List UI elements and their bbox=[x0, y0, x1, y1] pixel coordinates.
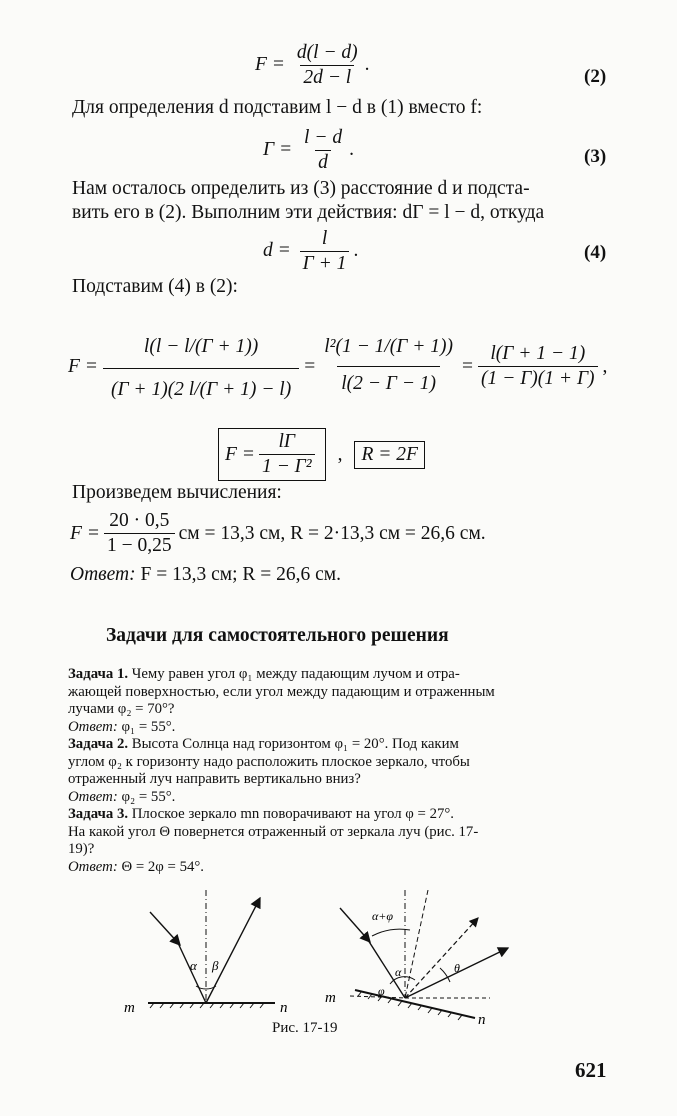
eq3-denominator: d bbox=[315, 150, 331, 174]
task-3-line-2: На какой угол Θ повернется отраженный от зеркала луч (рис. 17- bbox=[68, 823, 479, 840]
eq2-denominator: 2d − l bbox=[300, 65, 354, 89]
equation-4 bbox=[263, 228, 358, 275]
left-incident-arrow bbox=[150, 912, 180, 945]
equation-2 bbox=[255, 42, 370, 89]
right-phi: φ bbox=[378, 984, 385, 998]
boxed-F-denominator: 1 − Γ² bbox=[259, 454, 315, 478]
paragraph-2-line-2: вить его в (2). Выполним эти действия: dΓ = l − d, откуда bbox=[72, 202, 545, 223]
eq3-lhs: Γ = bbox=[263, 138, 293, 160]
right-mirror bbox=[355, 990, 475, 1018]
eq4-numerator: l bbox=[321, 228, 328, 249]
big-equation bbox=[68, 318, 607, 415]
big-f3-denominator: (1 − Γ)(1 + Γ) bbox=[478, 366, 597, 390]
right-outer-arc bbox=[372, 929, 410, 936]
eq4-tail: . bbox=[353, 239, 359, 261]
boxed-F-numerator: lΓ bbox=[278, 431, 296, 452]
right-theta: θ bbox=[454, 961, 460, 975]
task-1-answer-label: Ответ: bbox=[68, 718, 118, 735]
task-2-answer: φ₂ = 55°. bbox=[121, 788, 176, 805]
task-1-line-2: жающей поверхностью, если угол между падающим и отраженным bbox=[68, 683, 495, 700]
big-fraction-2 bbox=[320, 332, 457, 401]
figure-right-diagram bbox=[325, 890, 508, 1028]
equation-3 bbox=[263, 127, 354, 174]
big-fraction-1 bbox=[103, 318, 299, 415]
big-tail: , bbox=[602, 355, 608, 377]
big-eq-1: = bbox=[304, 355, 316, 377]
big-f3-numerator: l(Γ + 1 − 1) bbox=[490, 343, 586, 364]
big-f2-numerator: l²(1 − 1/(Γ + 1)) bbox=[324, 336, 454, 357]
left-incident-ray bbox=[178, 943, 206, 1003]
right-alpha-phi: α+φ bbox=[372, 909, 394, 923]
eq3-numerator: l − d bbox=[304, 127, 343, 148]
eq4-lhs: d = bbox=[263, 239, 291, 261]
boxed-R: R = 2F bbox=[354, 441, 424, 469]
task-1 bbox=[68, 666, 613, 736]
task-1-answer: φ₁ = 55°. bbox=[121, 718, 176, 735]
task-3 bbox=[68, 806, 613, 876]
task-2 bbox=[68, 736, 613, 806]
right-inner-arc bbox=[390, 977, 415, 984]
big-eq-2: = bbox=[462, 355, 474, 377]
task-2-answer-label: Ответ: bbox=[68, 788, 118, 805]
eq4-number: (4) bbox=[584, 242, 607, 263]
section-heading: Задачи для самостоятельного решения bbox=[106, 625, 449, 646]
calc-rest: см = 13,3 см, R = 2·13,3 см = 26,6 см. bbox=[178, 522, 486, 544]
task-1-line-1: Чему равен угол φ₁ между падающим лучом и отра- bbox=[131, 666, 460, 682]
calc-lhs: F = bbox=[70, 522, 100, 544]
task-1-label: Задача 1. bbox=[68, 666, 129, 682]
paragraph-4: Произведем вычисления: bbox=[72, 482, 282, 503]
right-incident-arrow bbox=[340, 908, 370, 942]
big-f2-denominator: l(2 − Γ − 1) bbox=[337, 366, 440, 401]
answer-line bbox=[70, 564, 341, 586]
task-3-answer-label: Ответ: bbox=[68, 858, 118, 875]
big-fraction-3 bbox=[478, 343, 597, 390]
task-2-label: Задача 2. bbox=[68, 736, 129, 752]
task-3-line-3: 19)? bbox=[68, 841, 95, 857]
right-n-label: n bbox=[478, 1012, 486, 1028]
eq3-tail: . bbox=[349, 138, 354, 160]
eq4-denominator: Γ + 1 bbox=[300, 251, 350, 275]
left-alpha: α bbox=[190, 958, 197, 973]
eq3-number: (3) bbox=[584, 146, 607, 167]
paragraph-2-line-1: Нам осталось определить из (3) расстояние d и подста- bbox=[72, 178, 530, 199]
boxed-F-fraction bbox=[259, 431, 315, 478]
task-1-line-3: лучами φ₂ = 70°? bbox=[68, 701, 175, 717]
boxed-F bbox=[218, 428, 326, 481]
eq2-fraction bbox=[294, 42, 361, 89]
task-3-line-1: Плоское зеркало mn поворачивают на угол φ = 27°. bbox=[131, 806, 454, 822]
big-lhs: F = bbox=[68, 355, 98, 377]
eq2-number: (2) bbox=[584, 66, 607, 87]
eq2-tail: . bbox=[364, 53, 370, 75]
eq2-lhs: F = bbox=[255, 53, 285, 75]
paragraph-1: Для определения d подставим l − d в (1) вместо f: bbox=[72, 97, 483, 118]
eq2-numerator: d(l − d) bbox=[296, 42, 358, 63]
big-f1-numerator: l(l − l/(Γ + 1)) bbox=[143, 336, 259, 357]
right-m-label: m bbox=[325, 990, 336, 1006]
calc-fraction bbox=[104, 510, 175, 557]
figure-left-diagram bbox=[124, 890, 288, 1016]
calc-numerator: 20 · 0,5 bbox=[109, 510, 170, 531]
eq3-fraction bbox=[301, 127, 345, 174]
task-3-label: Задача 3. bbox=[68, 806, 129, 822]
task-2-line-2: углом φ₂ к горизонту надо расположить плоское зеркало, чтобы bbox=[68, 753, 470, 770]
left-beta: β bbox=[212, 958, 219, 973]
figure-caption: Рис. 17-19 bbox=[272, 1020, 338, 1036]
paragraph-3: Подставим (4) в (2): bbox=[72, 276, 238, 297]
boxed-F-lhs: F = bbox=[225, 443, 255, 465]
left-n-label: n bbox=[280, 1000, 288, 1016]
answer-label: Ответ: bbox=[70, 564, 136, 585]
page-number: 621 bbox=[575, 1058, 607, 1082]
right-new-normal bbox=[405, 890, 428, 998]
task-3-answer: Θ = 2φ = 54°. bbox=[121, 858, 205, 875]
boxed-separator: , bbox=[337, 443, 343, 465]
right-alpha: α bbox=[395, 965, 402, 979]
answer-text: F = 13,3 см; R = 26,6 см. bbox=[140, 564, 341, 585]
boxed-results bbox=[218, 428, 425, 481]
calculation bbox=[70, 510, 486, 557]
task-2-line-3: отраженный луч направить вертикально вниз? bbox=[68, 771, 361, 787]
left-m-label: m bbox=[124, 1000, 135, 1016]
calc-denominator: 1 − 0,25 bbox=[104, 533, 175, 557]
task-2-line-1: Высота Солнца над горизонтом φ₁ = 20°. Под каким bbox=[131, 736, 459, 752]
figure-17-19 bbox=[110, 890, 510, 1030]
eq4-fraction bbox=[300, 228, 350, 275]
big-f1-denominator: (Γ + 1)(2 l/(Γ + 1) − l) bbox=[103, 368, 299, 415]
right-old-reflected bbox=[405, 918, 478, 998]
